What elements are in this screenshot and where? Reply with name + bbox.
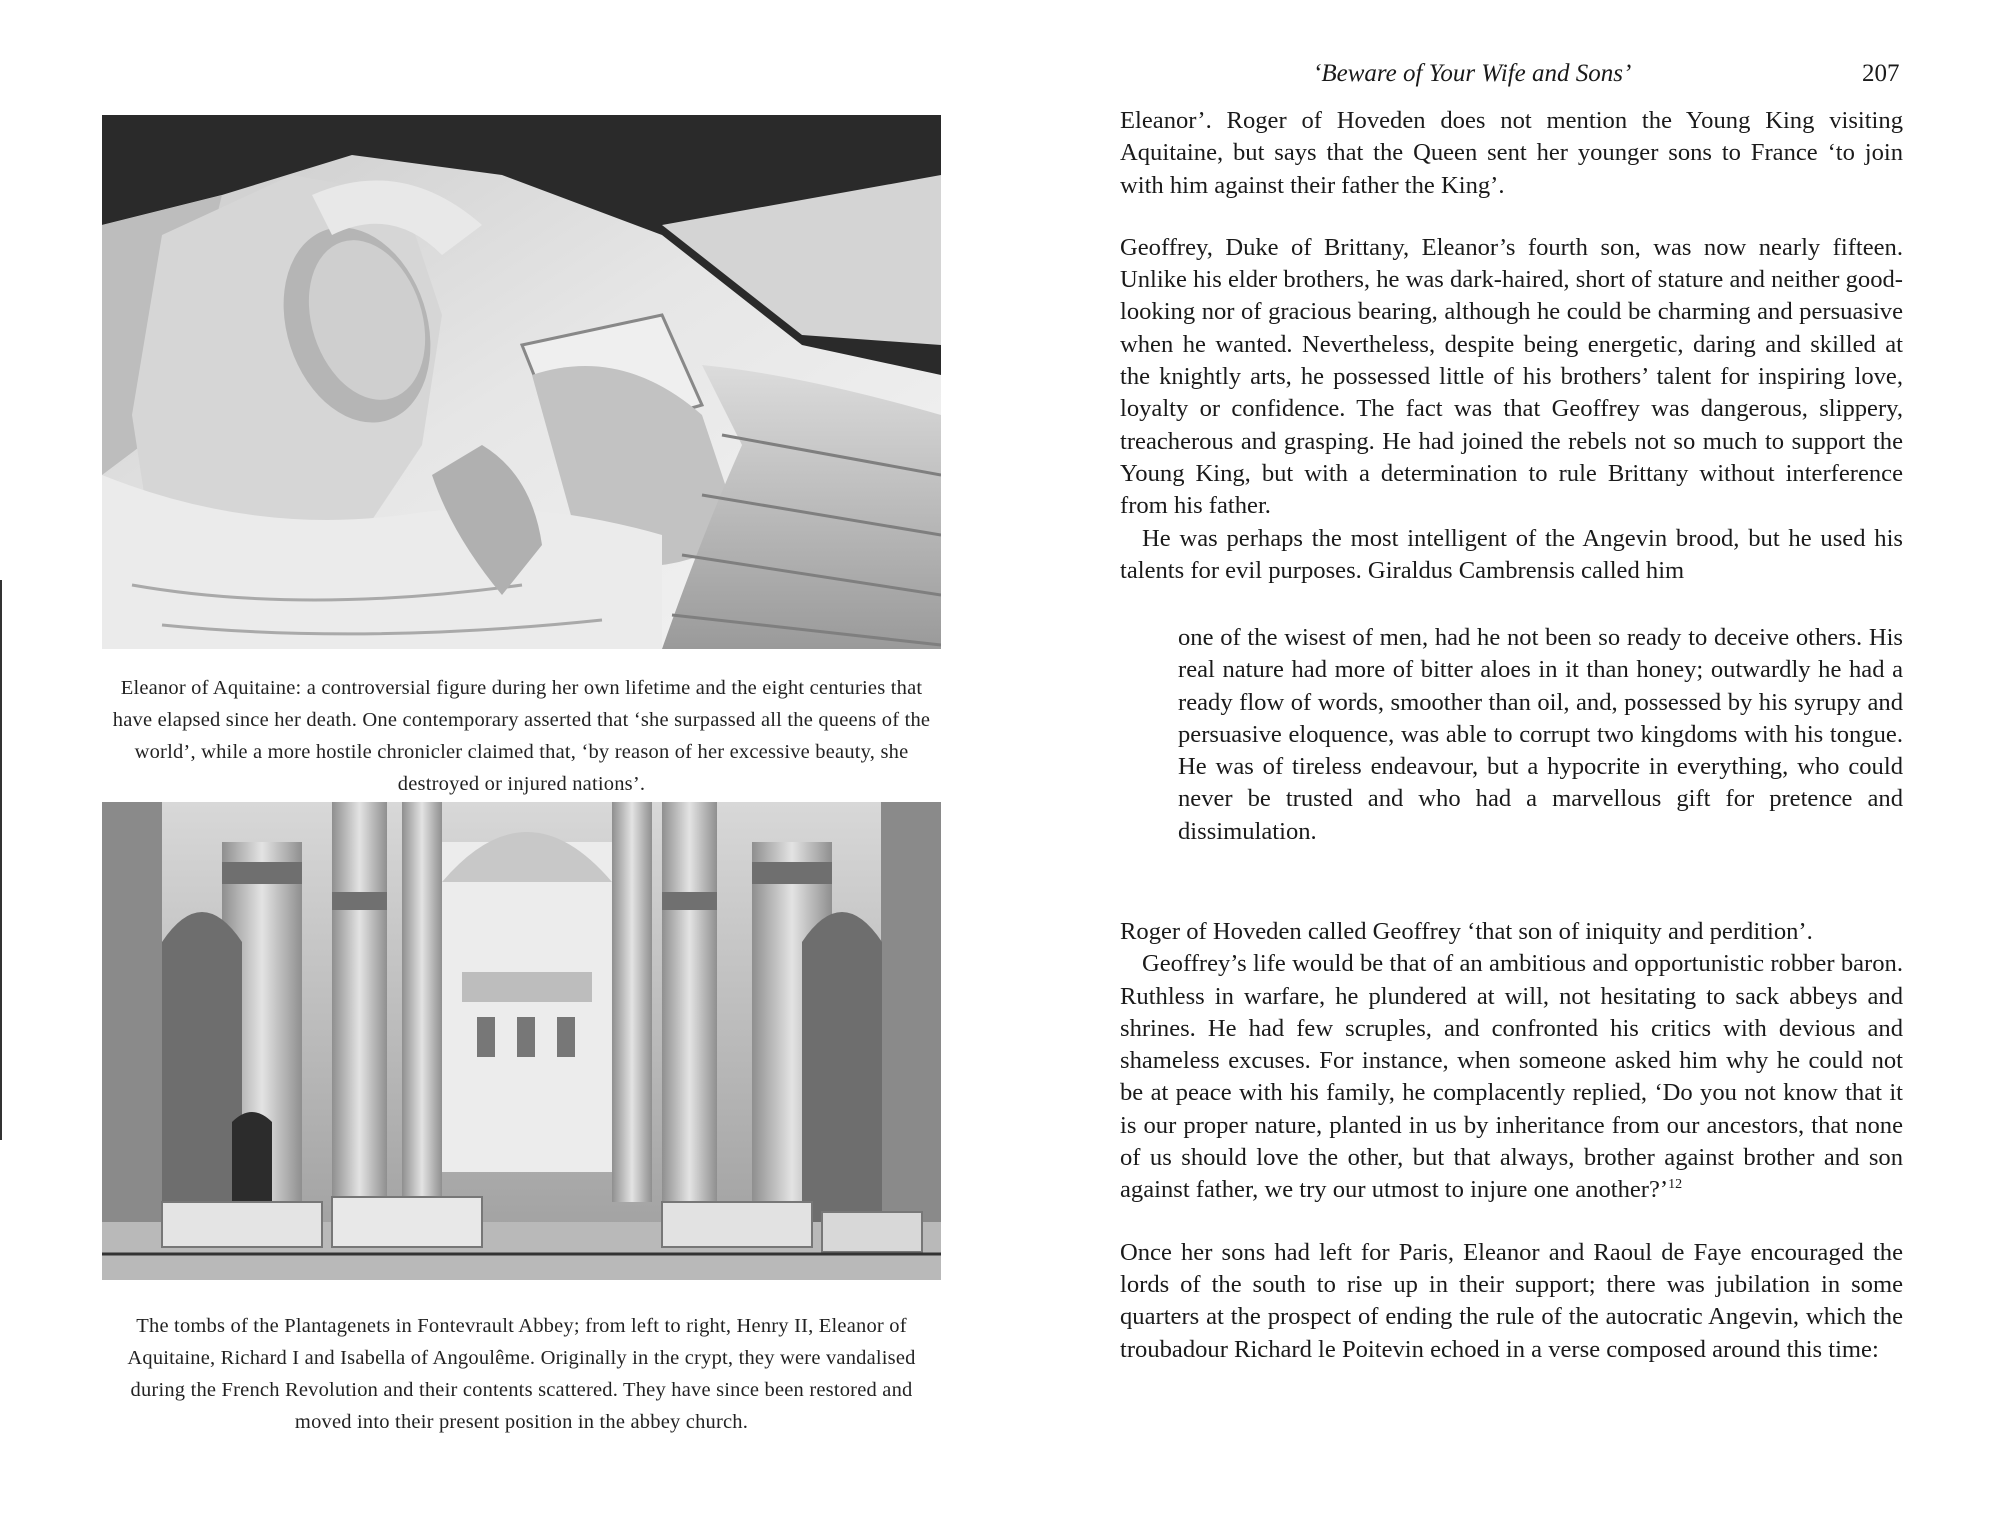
abbey-photo-caption: The tombs of the Plantagenets in Fontevrault Abbey; from left to right, Henry II, Eleanor of Aquitaine, Richard I and Isabella of Angoulême. Originally in the crypt, they were vandalised during the French Revolution and their contents scattered. They have since been restored and moved into their present position in the abbey church. <box>127 1315 916 1433</box>
paragraph-6: Once her sons had left for Paris, Eleanor and Raoul de Faye encouraged the lords of the south to rise up in their support; there was jubilation in some quarters at the prospect of ending the rule of the autocratic Angevin, which the troubadour Richard le Poitevin echoed in a verse composed around this time: <box>1120 1238 1903 1363</box>
right-page <box>1000 0 2000 1531</box>
body-text-bottom <box>1120 916 1903 1366</box>
running-head: ‘Beware of Your Wife and Sons’ <box>1313 60 1632 87</box>
page-number: 207 <box>1862 60 1900 87</box>
footnote-ref: 12 <box>1668 1177 1683 1193</box>
page-edge-line <box>0 580 2 1140</box>
paragraph-5 <box>1120 948 1903 1206</box>
paragraph-4: Roger of Hoveden called Geoffrey ‘that son of iniquity and perdition’. <box>1120 918 1813 945</box>
eleanor-photo-caption: Eleanor of Aquitaine: a controversial figure during her own lifetime and the eight centuries that have elapsed since her death. One contemporary asserted that ‘she surpassed all the queens of the world’, while a more hostile chronicler claimed that, ‘by reason of her excessive beauty, she destroyed or injured nations’. <box>112 677 931 795</box>
block-quote: one of the wisest of men, had he not been so ready to deceive others. His real nature had more of bitter aloes in it than honey; outwardly he had a ready flow of words, smoother than oil, and, possessed by his syrupy and persuasive eloquence, was able to corrupt two kingdoms with his tongue. He was of tireless endeavour, but a hypocrite in everything, who could never be trusted and who had a marvellous gift for pretence and dissimulation. <box>1178 624 1903 845</box>
eleanor-effigy-photo <box>102 115 941 649</box>
paragraph-3: He was perhaps the most intelligent of the Angevin brood, but he used his talents for evil purposes. Giraldus Cambrensis called him <box>1120 524 1903 584</box>
paragraph-1: Eleanor’. Roger of Hoveden does not mention the Young King visiting Aquitaine, but says that the Queen sent her younger sons to France ‘to join with him against their father the King’. <box>1120 107 1903 199</box>
fontevrault-abbey-photo <box>102 802 941 1280</box>
paragraph-2: Geoffrey, Duke of Brittany, Eleanor’s fourth son, was now nearly fifteen. Unlike his elder brothers, he was dark-haired, short of stature and neither good-looking nor of gracious bearing, although he could be charming and persuasive when he wanted. Nevertheless, despite being energetic, daring and skilled at the knightly arts, he possessed little of his brothers’ talent for inspiring love, loyalty or confidence. The fact was that Geoffrey was dangerous, slippery, treacherous and grasping. He had joined the rebels not so much to support the Young King, but with a determination to rule Brittany without interference from his father. <box>1120 233 1903 520</box>
body-text-top <box>1120 105 1903 587</box>
paragraph-5-text: Geoffrey’s life would be that of an ambitious and opportunistic robber baron. Ruthless in warfare, he plundered at will, not hesitating to sack abbeys and shrines. He had few scruples, and confronted his critics with devious and shameless excuses. For instance, when someone asked him why he could not be at peace with his family, he complacently replied, ‘Do you not know that it is our proper nature, planted in us by inheritance from our ancestors, that none of us should love the other, but that always, brother against brother and son against father, we try our utmost to injure one another?’ <box>1120 950 1903 1204</box>
